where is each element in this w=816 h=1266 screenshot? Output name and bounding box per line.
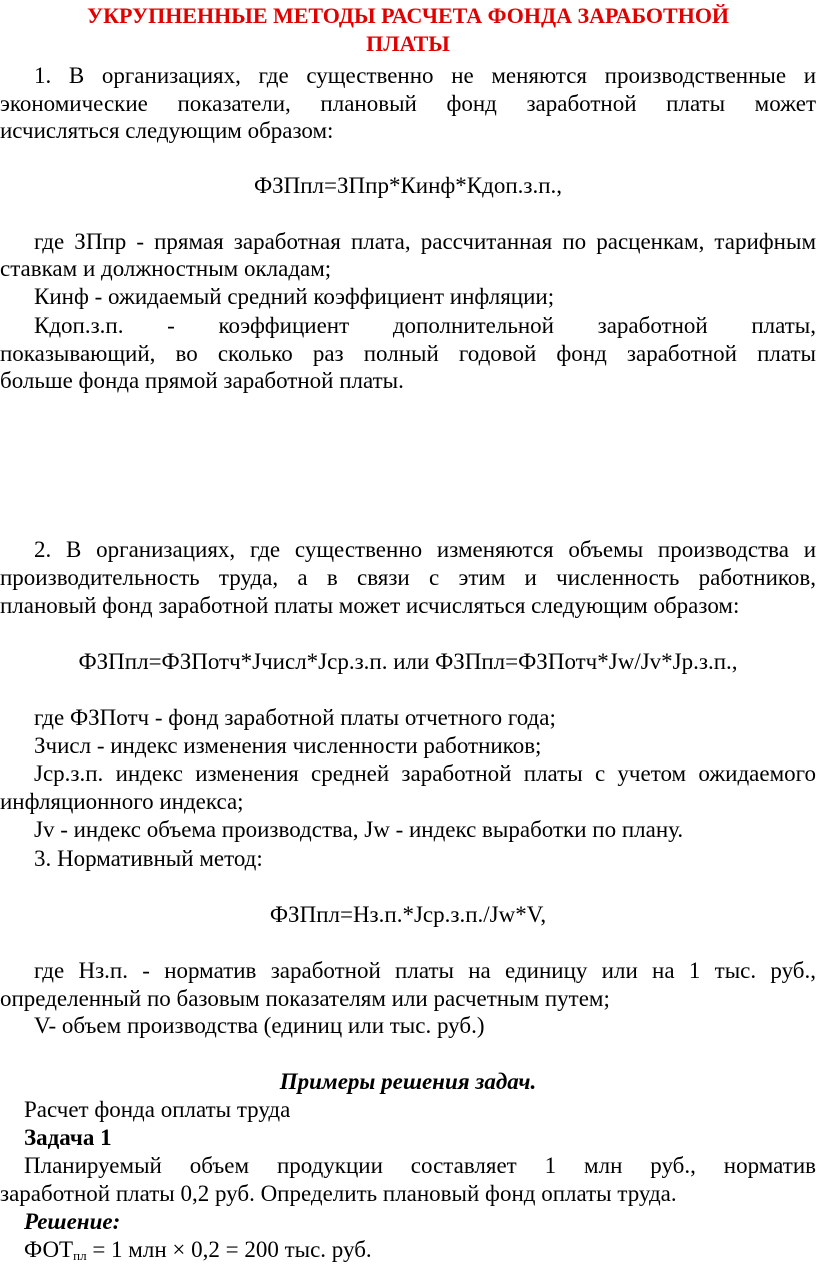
paragraph-line: 2. В организациях, где существенно изменяются объемы производства и (34, 537, 816, 562)
solution-line (0, 1236, 816, 1264)
solution-result: = 1 млн × 0,2 = 200 тыс. руб. (86, 1237, 372, 1262)
paragraph-line: показывающий, во сколько раз полный годовой фонд заработной платы (0, 341, 816, 366)
paragraph-line: Зчисл - индекс изменения численности работников; (34, 733, 542, 758)
solution-label: Решение: (24, 1209, 121, 1234)
paragraph-line: Jср.з.п. индекс изменения средней заработной платы с учетом ожидаемого (34, 761, 816, 786)
formula-1: ФЗПпл=ЗПпр*Кинф*Кдоп.з.п., (253, 173, 563, 198)
section-heading: 3. Нормативный метод: (34, 846, 263, 871)
paragraph-line: определенный по базовым показателям или расчетным путем; (0, 986, 610, 1011)
task-label: Задача 1 (24, 1125, 112, 1150)
document-title: УКРУПНЕННЫЕ МЕТОДЫ РАСЧЕТА ФОНДА ЗАРАБОТНОЙ (86, 3, 730, 28)
examples-subheading: Расчет фонда оплаты труда (24, 1097, 291, 1122)
paragraph-line: инфляционного индекса; (0, 789, 244, 814)
paragraph-line: где ЗПпр - прямая заработная плата, рассчитанная по расценкам, тарифным (34, 229, 816, 254)
paragraph-line: производительность труда, а в связи с этим и численность работников, (0, 565, 816, 590)
paragraph-line: плановый фонд заработной платы может исчисляться следующим образом: (0, 593, 740, 618)
formula-3: ФЗПпл=Нз.п.*Jср.з.п./Jw*V, (269, 902, 547, 927)
task-text-line: Планируемый объем продукции составляет 1 млн руб., норматив (24, 1153, 816, 1178)
paragraph-line: исчисляться следующим образом: (0, 118, 334, 143)
document-title-continued: ПЛАТЫ (366, 31, 450, 56)
formula-2: ФЗПпл=ФЗПотч*Jчисл*Jср.з.п. или ФЗПпл=ФЗПотч*Jw/Jv*Jр.з.п., (78, 649, 738, 674)
paragraph-line: ставкам и должностным окладам; (0, 256, 332, 281)
solution-subscript: пл (73, 1248, 87, 1263)
task-text-line: заработной платы 0,2 руб. Определить плановый фонд оплаты труда. (0, 1181, 677, 1206)
paragraph-line: больше фонда прямой заработной платы. (0, 368, 404, 393)
paragraph-line: где ФЗПотч - фонд заработной платы отчетного года; (34, 705, 556, 730)
paragraph-line: V- объем производства (единиц или тыс. руб.) (34, 1013, 485, 1038)
examples-heading: Примеры решения задач. (279, 1069, 537, 1094)
paragraph-line: Кинф - ожидаемый средний коэффициент инфляции; (34, 284, 555, 309)
paragraph-line: где Нз.п. - норматив заработной платы на единицу или на 1 тыс. руб., (34, 958, 816, 983)
paragraph-line: экономические показатели, плановый фонд заработной платы может (0, 91, 816, 116)
paragraph-line: Jv - индекс объема производства, Jw - индекс выработки по плану. (34, 817, 684, 842)
paragraph-line: Кдоп.з.п. - коэффициент дополнительной заработной платы, (34, 313, 816, 338)
paragraph-line: 1. В организациях, где существенно не меняются производственные и (34, 63, 816, 88)
solution-fot: ФОТ (24, 1237, 74, 1262)
